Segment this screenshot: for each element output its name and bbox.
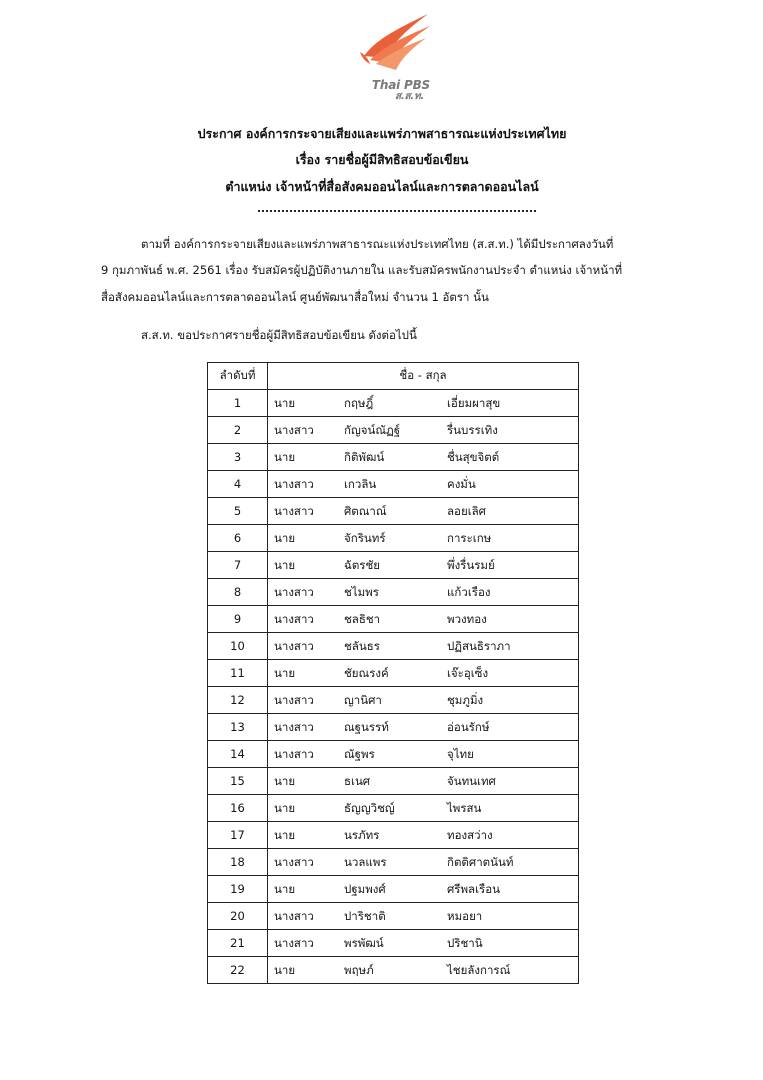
row-fullname	[268, 794, 579, 821]
row-number: 14	[208, 740, 268, 767]
fullname-wrap	[268, 390, 578, 416]
row-number: 6	[208, 524, 268, 551]
name-title: นางสาว	[274, 611, 314, 626]
row-number: 17	[208, 821, 268, 848]
row-number: 15	[208, 767, 268, 794]
name-title: นางสาว	[274, 422, 314, 437]
first-name: พฤษภ์	[344, 962, 374, 977]
table-row	[208, 659, 579, 686]
fullname-wrap	[268, 444, 578, 470]
row-number: 19	[208, 875, 268, 902]
last-name: ลอยเลิศ	[447, 503, 486, 518]
fullname-wrap	[268, 687, 578, 713]
table-row	[208, 821, 579, 848]
first-name: กฤษฎิ์	[344, 395, 374, 410]
logo-sub: ส.ส.ท.	[395, 91, 424, 102]
last-name: รื่นบรรเทิง	[447, 422, 498, 437]
row-fullname	[268, 740, 579, 767]
first-name: ฉัตรชัย	[344, 557, 381, 572]
table-row	[208, 524, 579, 551]
header-line-3: ตำแหน่ง เจ้าหน้าที่สื่อสังคมออนไลน์และการตลาดออนไลน์	[225, 179, 539, 194]
fullname-wrap	[268, 579, 578, 605]
first-name: นรภัทร	[344, 827, 380, 842]
row-number: 8	[208, 578, 268, 605]
table-row	[208, 767, 579, 794]
first-name: ธเนศ	[344, 773, 371, 788]
paragraph-line-4: ส.ส.ท. ขอประกาศรายชื่อผู้มีสิทธิสอบข้อเขียน ดังต่อไปนี้	[141, 328, 417, 342]
last-name: เอี่ยมผาสุข	[447, 395, 501, 410]
row-fullname	[268, 686, 579, 713]
name-title: นางสาว	[274, 746, 314, 761]
name-title: นาย	[274, 800, 296, 815]
row-fullname	[268, 578, 579, 605]
first-name: ปาริชาติ	[344, 908, 386, 923]
row-fullname	[268, 416, 579, 443]
row-number: 5	[208, 497, 268, 524]
row-fullname	[268, 551, 579, 578]
fullname-wrap	[268, 417, 578, 443]
last-name: ไชยลังการณ์	[447, 962, 511, 977]
paragraph-line-3: สื่อสังคมออนไลน์และการตลาดออนไลน์ ศูนย์พัฒนาสื่อใหม่ จำนวน 1 อัตรา นั้น	[101, 290, 489, 304]
row-fullname	[268, 605, 579, 632]
last-name: ปริชานิ	[447, 935, 483, 950]
table-row	[208, 713, 579, 740]
header-line-2: เรื่อง รายชื่อผู้มีสิทธิสอบข้อเขียน	[295, 152, 469, 167]
table-row	[208, 902, 579, 929]
first-name: ศิตณาณ์	[344, 503, 387, 518]
row-fullname	[268, 497, 579, 524]
last-name: กิตติศาตนันท์	[447, 854, 514, 869]
first-name: กิติพัฒน์	[344, 449, 385, 464]
fullname-wrap	[268, 525, 578, 551]
last-name: หมอยา	[447, 908, 483, 923]
name-title: นาย	[274, 881, 296, 896]
table-row	[208, 443, 579, 470]
last-name: แก้วเรือง	[447, 584, 491, 599]
first-name: ชลธิชา	[344, 611, 381, 626]
first-name: เกวลิน	[344, 476, 377, 491]
row-number: 9	[208, 605, 268, 632]
name-title: นางสาว	[274, 584, 314, 599]
fullname-wrap	[268, 741, 578, 767]
row-fullname	[268, 929, 579, 956]
last-name: ชุมภูมิ่ง	[447, 692, 484, 707]
row-number: 4	[208, 470, 268, 497]
first-name: กัญจน์ณัฏฐ์	[344, 422, 401, 437]
table-row	[208, 605, 579, 632]
fullname-wrap	[268, 849, 578, 875]
row-fullname	[268, 389, 579, 416]
last-name: ชื่นสุขจิตต์	[447, 449, 500, 464]
fullname-wrap	[268, 903, 578, 929]
row-fullname	[268, 632, 579, 659]
header-order: ลำดับที่	[208, 363, 268, 390]
table-row	[208, 929, 579, 956]
table-row	[208, 686, 579, 713]
row-fullname	[268, 956, 579, 983]
last-name: อ่อนรักษ์	[447, 719, 490, 734]
fullname-wrap	[268, 552, 578, 578]
name-title: นางสาว	[274, 854, 314, 869]
table-row	[208, 470, 579, 497]
row-fullname	[268, 902, 579, 929]
paragraph-line-1: ตามที่ องค์การกระจายเสียงและแพร่ภาพสาธารณะแห่งประเทศไทย (ส.ส.ท.) ได้มีประกาศลงวันที่	[141, 237, 614, 251]
last-name: จุไทย	[447, 746, 474, 761]
name-title: นางสาว	[274, 638, 314, 653]
first-name: ชลันธร	[344, 638, 380, 653]
table-row	[208, 632, 579, 659]
row-fullname	[268, 659, 579, 686]
table-row	[208, 848, 579, 875]
first-name: พรพัฒน์	[344, 935, 384, 950]
table-row	[208, 875, 579, 902]
row-number: 11	[208, 659, 268, 686]
row-number: 21	[208, 929, 268, 956]
row-fullname	[268, 524, 579, 551]
logo-wordmark	[360, 78, 430, 101]
fullname-wrap	[268, 930, 578, 956]
fullname-wrap	[268, 633, 578, 659]
row-fullname	[268, 767, 579, 794]
last-name: พวงทอง	[447, 611, 487, 626]
first-name: ปฐมพงศ์	[344, 881, 386, 896]
last-name: คงมั่น	[447, 476, 476, 491]
fullname-wrap	[268, 822, 578, 848]
row-number: 2	[208, 416, 268, 443]
last-name: เจ๊ะอุเซ็ง	[447, 665, 489, 680]
table-row	[208, 578, 579, 605]
row-number: 16	[208, 794, 268, 821]
name-title: นางสาว	[274, 719, 314, 734]
row-fullname	[268, 821, 579, 848]
table-header-row	[208, 363, 579, 390]
fullname-wrap	[268, 876, 578, 902]
row-fullname	[268, 443, 579, 470]
name-title: นางสาว	[274, 476, 314, 491]
name-title: นางสาว	[274, 935, 314, 950]
row-number: 3	[208, 443, 268, 470]
name-title: นาย	[274, 395, 296, 410]
table-row	[208, 794, 579, 821]
row-number: 1	[208, 389, 268, 416]
fullname-wrap	[268, 957, 578, 983]
first-name: นวลแพร	[344, 854, 387, 869]
fullname-wrap	[268, 660, 578, 686]
name-title: นาย	[274, 530, 296, 545]
table-body	[208, 389, 579, 983]
table-row	[208, 416, 579, 443]
last-name: ทองสว่าง	[447, 827, 493, 842]
name-title: นางสาว	[274, 692, 314, 707]
table-row	[208, 497, 579, 524]
first-name: ชัยณรงค์	[344, 665, 389, 680]
row-number: 7	[208, 551, 268, 578]
first-name: จักรินทร์	[344, 530, 386, 545]
last-name: พึ่งรื่นรมย์	[447, 557, 495, 572]
name-title: นาย	[274, 449, 296, 464]
table-row	[208, 956, 579, 983]
name-title: นางสาว	[274, 908, 314, 923]
last-name: การะเกษ	[447, 530, 492, 545]
row-number: 10	[208, 632, 268, 659]
first-name: ธัญญวิชญ์	[344, 800, 395, 815]
name-title: นาย	[274, 773, 296, 788]
last-name: ศรีพลเรือน	[447, 881, 500, 896]
row-number: 18	[208, 848, 268, 875]
fullname-wrap	[268, 498, 578, 524]
fullname-wrap	[268, 714, 578, 740]
last-name: จันทนเทศ	[447, 773, 496, 788]
row-number: 22	[208, 956, 268, 983]
header-name: ชื่อ - สกุล	[268, 363, 579, 390]
fullname-wrap	[268, 606, 578, 632]
last-name: ปฏิสนธิราภา	[447, 638, 511, 653]
header-line-1: ประกาศ องค์การกระจายเสียงและแพร่ภาพสาธารณะแห่งประเทศไทย	[197, 126, 567, 141]
fullname-wrap	[268, 795, 578, 821]
first-name: ณฐนรรท์	[344, 719, 389, 734]
name-title: นาย	[274, 827, 296, 842]
first-name: ณัฐพร	[344, 746, 375, 761]
first-name: ชไมพร	[344, 584, 379, 599]
table-row	[208, 551, 579, 578]
row-fullname	[268, 848, 579, 875]
name-title: นาย	[274, 665, 296, 680]
name-title: นาย	[274, 557, 296, 572]
logo-name: Thai PBS	[371, 78, 430, 92]
row-number: 12	[208, 686, 268, 713]
fullname-wrap	[268, 471, 578, 497]
dotted-separator	[258, 210, 536, 212]
name-title: นาย	[274, 962, 296, 977]
row-number: 13	[208, 713, 268, 740]
fullname-wrap	[268, 768, 578, 794]
row-number: 20	[208, 902, 268, 929]
table-row	[208, 740, 579, 767]
bird-logo-icon	[356, 12, 436, 82]
row-fullname	[268, 470, 579, 497]
row-fullname	[268, 875, 579, 902]
paragraph-line-2: 9 กุมภาพันธ์ พ.ศ. 2561 เรื่อง รับสมัครผู้ปฏิบัติงานภายใน และรับสมัครพนักงานประจำ ตำแหน่ง เจ้าหน้าที่	[101, 263, 623, 277]
last-name: ไพรสน	[447, 800, 482, 815]
row-fullname	[268, 713, 579, 740]
table-row	[208, 389, 579, 416]
candidate-table	[207, 362, 579, 984]
first-name: ญานิศา	[344, 692, 382, 707]
name-title: นางสาว	[274, 503, 314, 518]
